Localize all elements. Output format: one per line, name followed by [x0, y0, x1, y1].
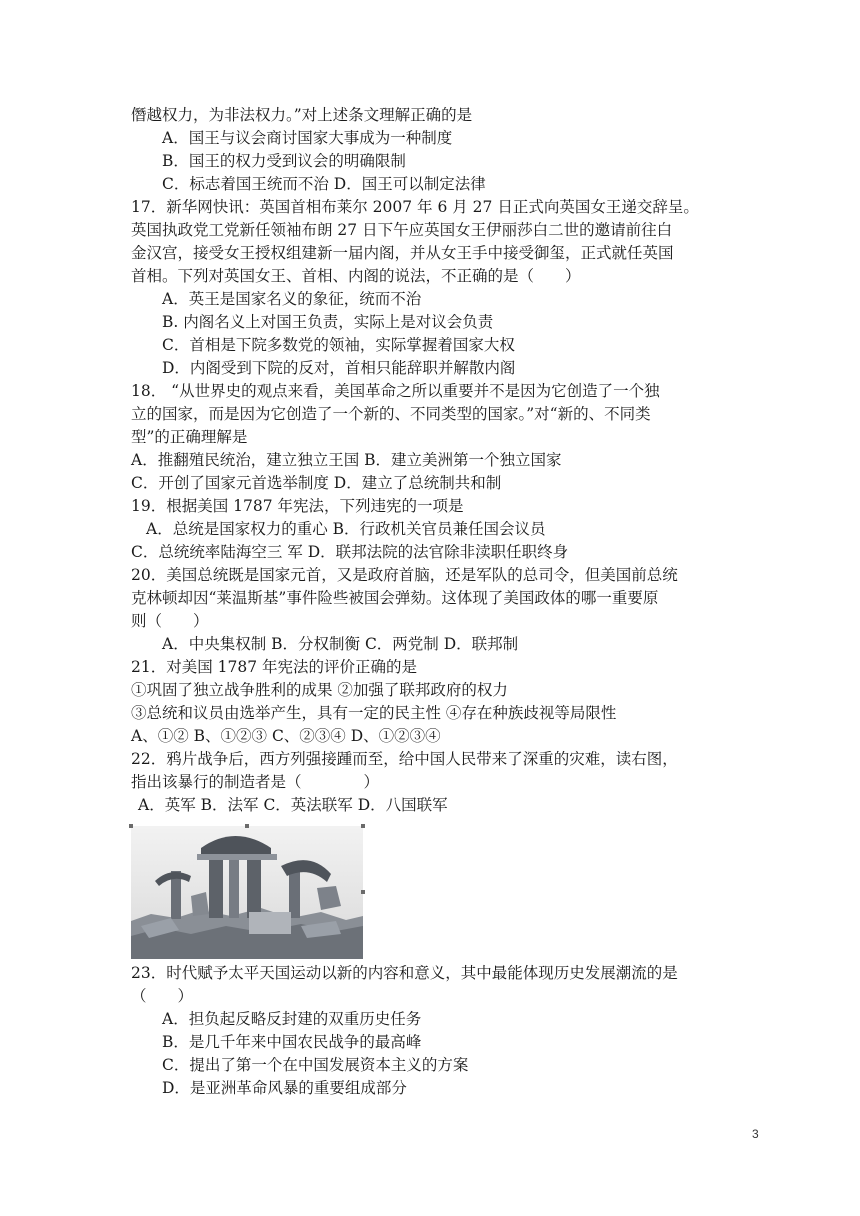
- text-line: （ ）: [131, 987, 194, 1005]
- option-line: C．首相是下院多数党的领袖，实际掌握着国家大权: [162, 336, 515, 354]
- resize-handle: [361, 890, 365, 894]
- text-line: 首相。下列对英国女王、首相、内阁的说法，不正确的是（ ）: [131, 267, 581, 285]
- text-line: 英国执政党工党新任领袖布朗 27 日下午应英国女王伊丽莎白二世的邀请前往白: [131, 221, 673, 239]
- text-line: ①巩固了独立战争胜利的成果 ②加强了联邦政府的权力: [131, 681, 508, 699]
- resize-handle: [129, 824, 133, 828]
- option-line: A．推翻殖民统治，建立独立王国 B．建立美洲第一个独立国家: [131, 451, 562, 469]
- question-17: 17．新华网快讯：英国首相布莱尔 2007 年 6 月 27 日正式向英国女王递交辞呈。: [131, 198, 699, 216]
- text-line: 僭越权力，为非法权力。”对上述条文理解正确的是: [131, 106, 473, 124]
- text-line: 型”的正确理解是: [131, 428, 248, 446]
- question-18: 18． “从世界史的观点来看，美国革命之所以重要并不是因为它创造了一个独: [131, 382, 660, 400]
- text-line: 立的国家，而是因为它创造了一个新的、不同类型的国家。”对“新的、不同类: [131, 405, 651, 423]
- option-line: C．标志着国王统而不治 D．国王可以制定法律: [162, 175, 486, 193]
- option-line: B. 内阁名义上对国王负责，实际上是对议会负责: [162, 313, 494, 331]
- resize-handle: [245, 824, 249, 828]
- option-line: C．提出了第一个在中国发展资本主义的方案: [162, 1056, 469, 1074]
- resize-handle: [361, 824, 365, 828]
- option-line: B．是几千年来中国农民战争的最高峰: [162, 1033, 422, 1051]
- ruins-illustration: [131, 826, 363, 959]
- option-line: A．总统是国家权力的重心 B．行政机关官员兼任国会议员: [146, 520, 546, 538]
- question-22: 22．鸦片战争后，西方列强接踵而至，给中国人民带来了深重的灾难，读右图，: [131, 750, 678, 768]
- option-line: C．开创了国家元首选举制度 D．建立了总统制共和制: [131, 474, 502, 492]
- option-line: A．中央集权制 B．分权制衡 C．两党制 D．联邦制: [162, 635, 519, 653]
- text-line: 金汉宫，接受女王授权组建新一届内阁，并从女王手中接受御玺，正式就任英国: [131, 244, 674, 262]
- question-19: 19．根据美国 1787 年宪法，下列违宪的一项是: [131, 497, 464, 515]
- question-20: 20．美国总统既是国家元首，又是政府首脑，还是军队的总司令，但美国前总统: [131, 566, 678, 584]
- text-line: 指出该暴行的制造者是（ ）: [131, 773, 380, 791]
- text-line: ③总统和议员由选举产生，具有一定的民主性 ④存在种族歧视等局限性: [131, 704, 617, 722]
- option-line: A．国王与议会商讨国家大事成为一种制度: [162, 129, 453, 147]
- option-line: B．国王的权力受到议会的明确限制: [162, 152, 406, 170]
- option-line: D．是亚洲革命风暴的重要组成部分: [162, 1079, 407, 1097]
- ruins-photo: [131, 826, 363, 959]
- option-line: D．内阁受到下院的反对，首相只能辞职并解散内阁: [162, 359, 516, 377]
- option-line: C．总统统率陆海空三 军 D．联邦法院的法官除非渎职任职终身: [131, 543, 569, 561]
- option-line: A．英王是国家名义的象征，统而不治: [162, 290, 422, 308]
- question-23: 23．时代赋予太平天国运动以新的内容和意义，其中最能体现历史发展潮流的是: [131, 964, 678, 982]
- option-line: A．英军 B．法军 C．英法联军 D．八国联军: [138, 796, 448, 814]
- text-line: 克林顿却因“莱温斯基”事件险些被国会弹劾。这体现了美国政体的哪一重要原: [131, 589, 659, 607]
- option-line: A、①② B、①②③ C、②③④ D、①②③④: [131, 727, 441, 745]
- page-number: 3: [752, 1127, 759, 1141]
- option-line: A．担负起反略反封建的双重历史任务: [162, 1010, 422, 1028]
- text-line: 则（ ）: [131, 612, 209, 630]
- question-21: 21．对美国 1787 年宪法的评价正确的是: [131, 658, 418, 676]
